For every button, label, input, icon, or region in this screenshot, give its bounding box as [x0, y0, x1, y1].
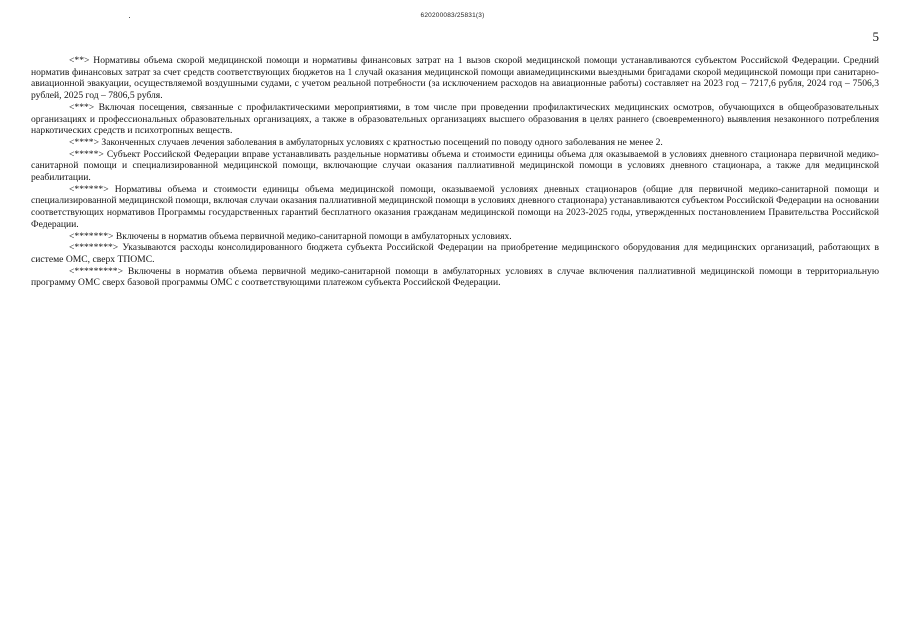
- footnote-3: [31, 102, 879, 137]
- footnote-2: [31, 55, 879, 102]
- footnote-5: [31, 149, 879, 184]
- footnote-marker: <**>: [69, 55, 90, 66]
- footnote-9: [31, 266, 879, 289]
- footnote-6: [31, 184, 879, 231]
- scan-speck: [129, 17, 130, 18]
- footnote-text: Законченных случаев лечения заболевания в амбулаторных условиях с кратностью посещений по поводу одного заболевания не менее 2.: [101, 136, 663, 148]
- footnote-marker: <*********>: [69, 265, 123, 277]
- footnote-text: Субъект Российской Федерации вправе устанавливать раздельные нормативы объема и стоимости единицы объема для оказываемой в условиях дневного стационара первичной медико-санитарной помощи и специализированной медицинской помощи, включающие случаи оказания паллиативной медицинской помощи в условиях дневного стационара, а также для медицинской реабилитации.: [31, 148, 879, 184]
- footnote-7: [31, 231, 879, 243]
- footnote-marker: <********>: [69, 242, 119, 254]
- page-number: 5: [872, 29, 879, 44]
- footnote-marker: <******>: [69, 183, 109, 195]
- footnote-text: Нормативы объема скорой медицинской помощи и нормативы финансовых затрат на 1 вызов скорой медицинской помощи устанавливаются субъектом Российской Федерации. Средний норматив финансовых затрат за счет средств соответствующих бюджетов на 1 случай оказания медицинской помощи авиамедицинскими выездными бригадами скорой медицинской помощи при санитарно-авиационной эвакуации, осуществляемой воздушными судами, с учетом реальной потребности (за исключением расходов на авиационные работы) составляет на 2023 год – 7217,6 рубля, 2024 год – 7506,3 рублей, 2025 год – 7806,5 рубля.: [31, 55, 879, 102]
- footnote-marker: <*****>: [69, 148, 104, 160]
- footnotes-section: [31, 55, 879, 289]
- footnote-text: Включены в норматив объема первичной медико-санитарной помощи в амбулаторных условиях в случае включения паллиативной медицинской помощи в территориальную программу ОМС сверх базовой программы ОМС с соответствующими платежом субъекта Российской Федерации.: [31, 265, 879, 289]
- footnote-text: Включены в норматив объема первичной медико-санитарной помощи в амбулаторных условиях.: [115, 230, 512, 242]
- footnote-marker: <***>: [69, 101, 95, 113]
- footnote-text: Нормативы объема и стоимости единицы объема медицинской помощи, оказываемой условиях дневных стационаров (общие для первичной медико-санитарной помощи и специализированной медицинской помощи, включая случаи оказания паллиативной медицинской помощи в условиях дневного стационара) устанавливаются субъектом Российской Федерации на основании соответствующих нормативов Программы государственных гарантий бесплатного оказания гражданам медицинской помощи на 2023-2025 годы, утвержденных постановлением Правительства Российской Федерации.: [31, 183, 879, 230]
- footnote-text: Указываются расходы консолидированного бюджета субъекта Российской Федерации на приобретение медицинского оборудования для медицинских организаций, работающих в системе ОМС, сверх ТПОМС.: [31, 242, 879, 265]
- footnote-text: Включая посещения, связанные с профилактическими мероприятиями, в том числе при проведении профилактических медицинских осмотров, обучающихся в общеобразовательных организациях и профессиональных образовательных организациях, а также в образовательных организациях высшего образования в целях раннего (своевременного) выявления незаконного потребления наркотических средств и психотропных веществ.: [31, 101, 879, 137]
- footnote-8: [31, 242, 879, 265]
- footnote-marker: <*******>: [69, 230, 114, 242]
- footnote-4: [31, 137, 879, 149]
- footnote-marker: <****>: [69, 136, 100, 148]
- document-id: 620200083/25831(3): [420, 12, 485, 19]
